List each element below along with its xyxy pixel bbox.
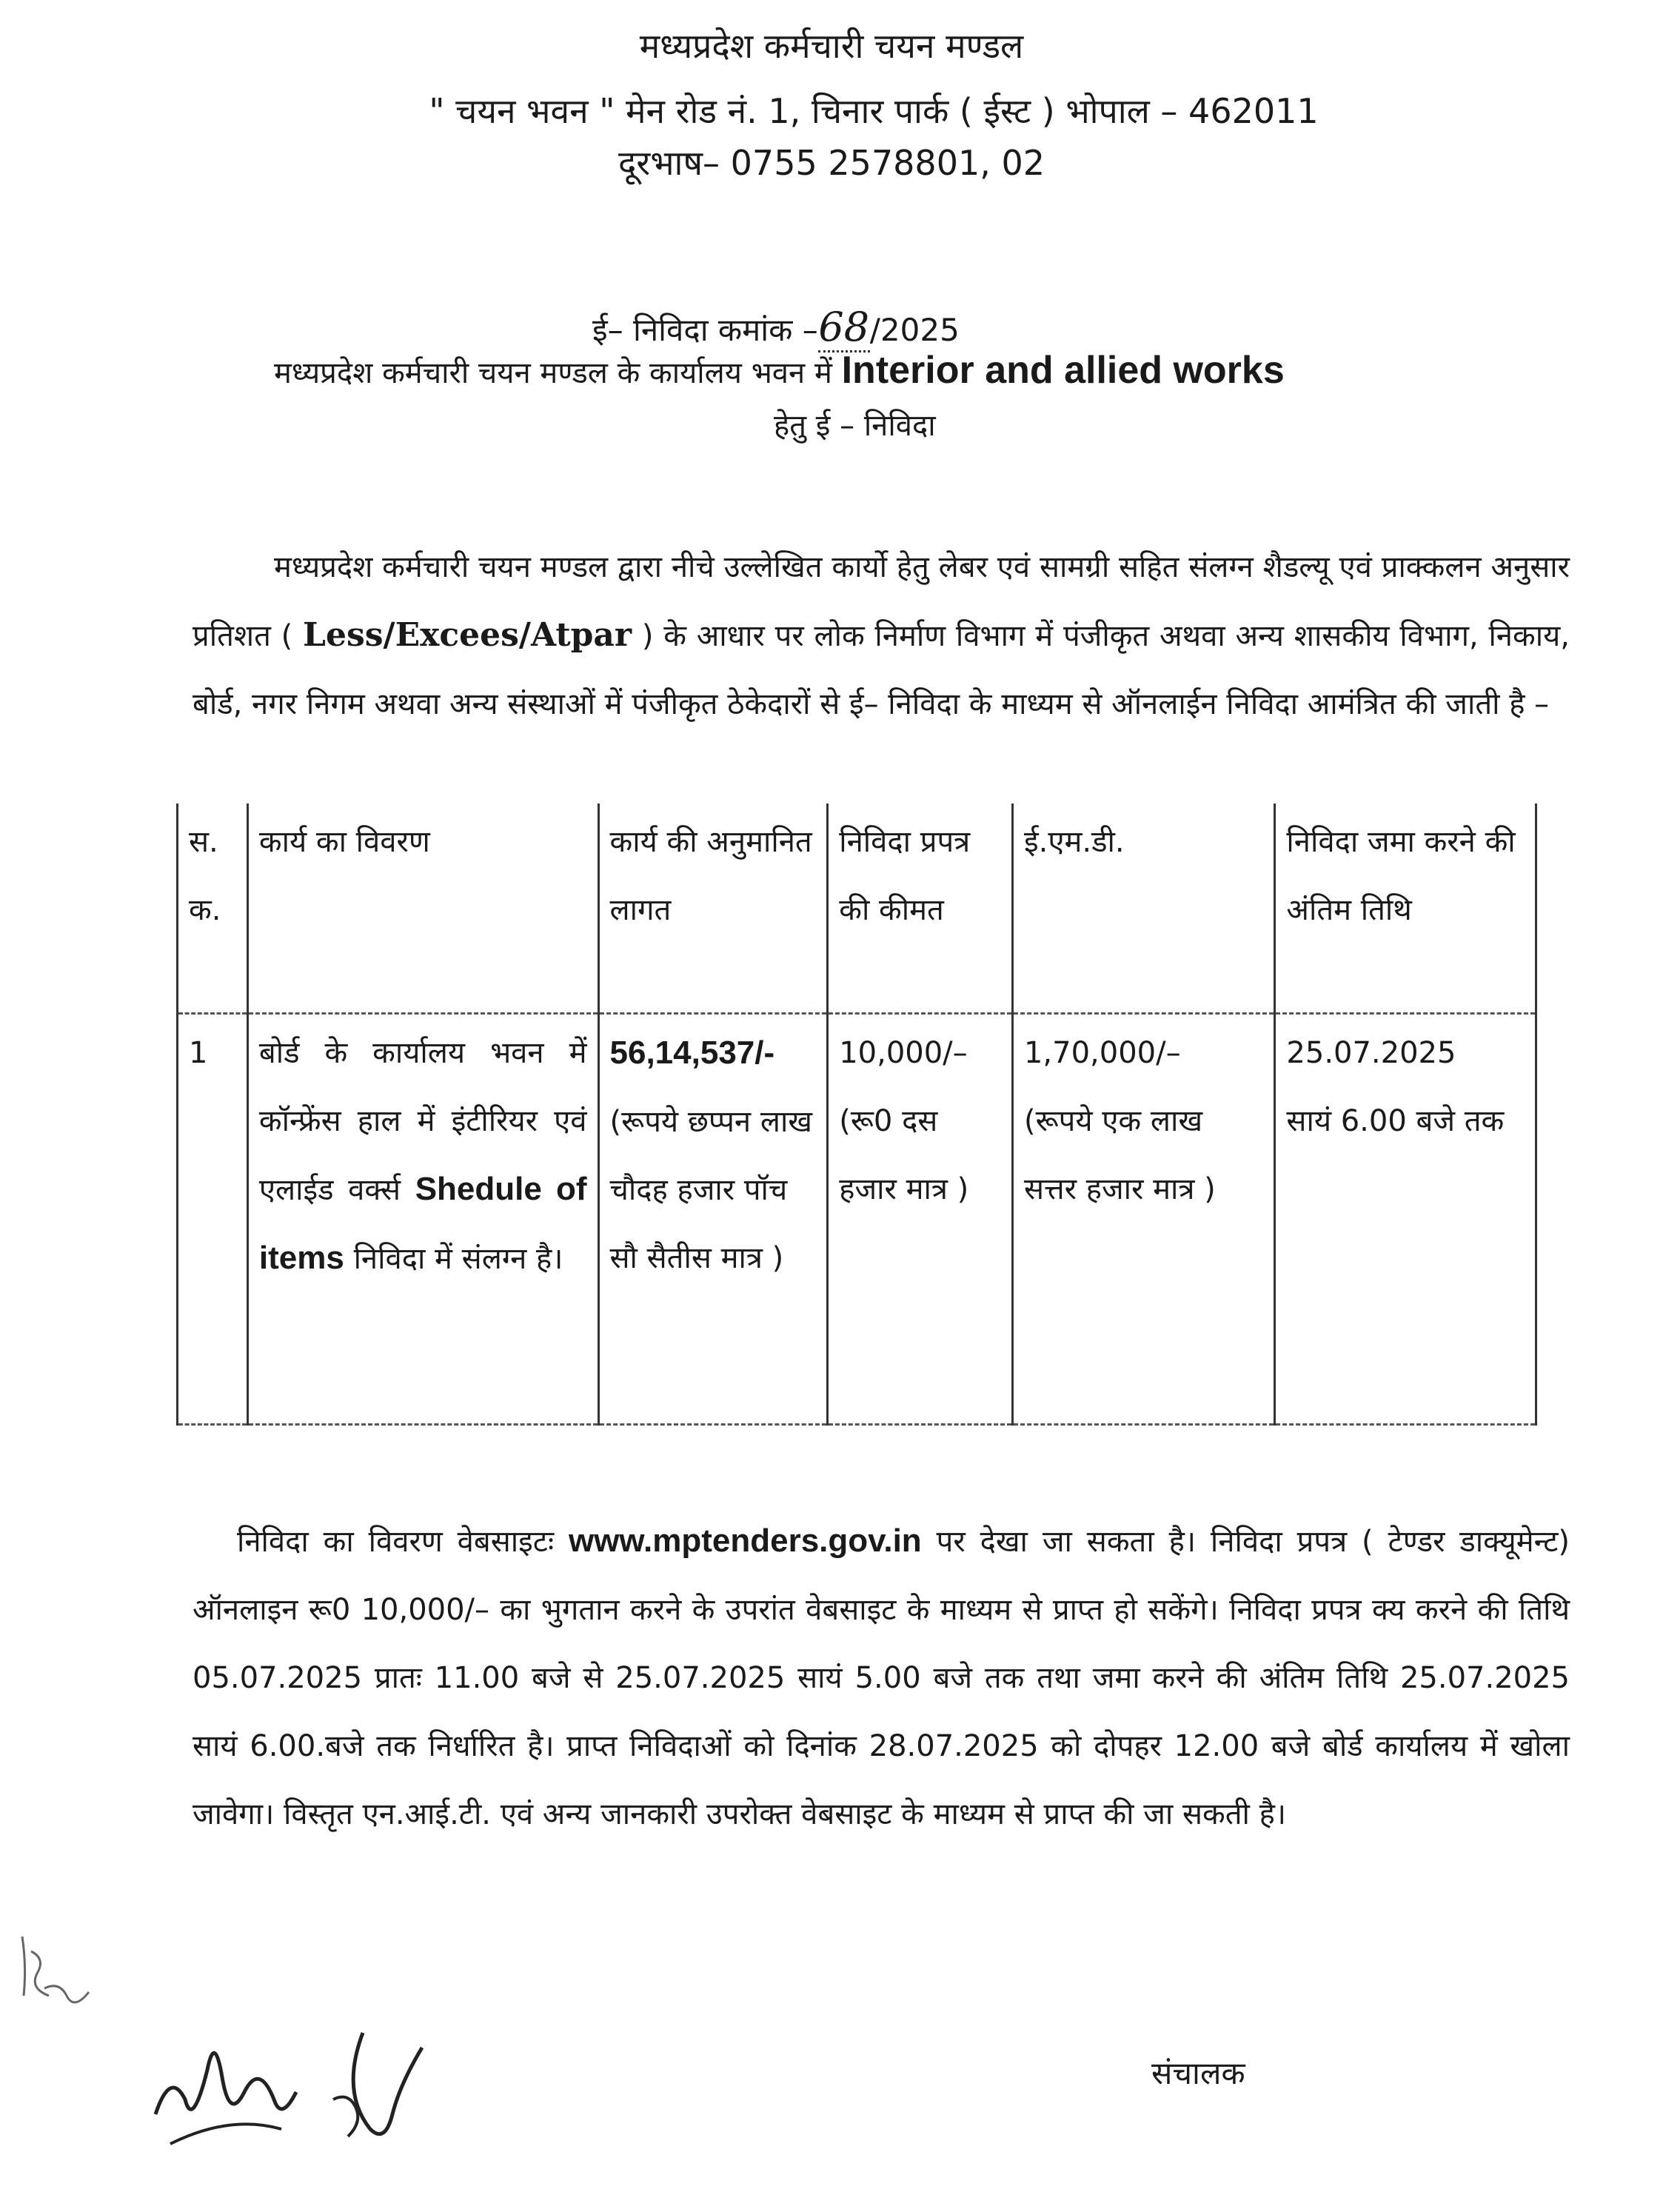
last-time: सायं 6.00 बजे तक	[1286, 1104, 1505, 1138]
details-part1: निविदा का विवरण वेबसाइटः	[237, 1525, 555, 1559]
header-description: कार्य का विवरण	[247, 803, 598, 1014]
signature-mark	[141, 1974, 474, 2181]
header-last-date: निविदा जमा करने की अंतिम तिथि	[1275, 803, 1536, 1014]
cell-serial: 1	[178, 1014, 248, 1425]
subject-hindi: मध्यप्रदेश कर्मचारी चयन मण्डल के कार्यालय भवन में	[274, 356, 832, 390]
emd-in-words: (रूपये एक लाख सत्तर हजार मात्र )	[1023, 1104, 1216, 1206]
header-estimated-cost: कार्य की अनुमानित लागत	[598, 803, 828, 1014]
ref-suffix: /2025	[869, 312, 960, 348]
cell-description	[247, 1014, 598, 1425]
cell-emd	[1012, 1014, 1274, 1425]
header-emd: ई.एम.डी.	[1012, 803, 1274, 1014]
org-address: " चयन भवन " मेन रोड नं. 1, चिनार पार्क ( ईस्ट ) भोपाल – 462011	[429, 91, 1319, 131]
org-phone: दूरभाष– 0755 2578801, 02	[618, 143, 1045, 183]
form-fee-in-words: (रू0 दस हजार मात्र )	[839, 1104, 969, 1206]
desc-schedule: Shedule of items	[258, 1171, 587, 1276]
signatory-designation: संचालक	[1151, 2055, 1245, 2091]
last-date: 25.07.2025	[1286, 1036, 1456, 1070]
cell-form-fee	[828, 1014, 1013, 1425]
intro-part2: ) के आधार पर लोक निर्माण विभाग में पंजीकृत अथवा अन्य शासकीय विभाग, निकाय, बोर्ड, नगर निगम अथवा अन्य संस्थाओं में पंजीकृत ठेकेदारों से ई– निविदा के माध्यम से ऑनलाईन निविदा आमंत्रित की जाती है –	[193, 619, 1570, 721]
margin-initials-mark	[15, 1922, 104, 2048]
form-fee-amount: 10,000/–	[839, 1036, 968, 1070]
subject-english: Interior and allied works	[841, 349, 1285, 392]
table-header-row	[178, 803, 1536, 1014]
cell-estimated-cost	[598, 1014, 828, 1425]
desc-text-end: निविदा में संलग्न है।	[353, 1242, 563, 1276]
header-form-fee: निविदा प्रपत्र की कीमत	[828, 803, 1013, 1014]
cell-last-date	[1275, 1014, 1536, 1425]
subject-line2: हेतु ई – निविदा	[774, 409, 936, 443]
ref-prefix: ई– निविदा कमांक –	[592, 312, 818, 348]
notice-subject	[274, 348, 1547, 392]
details-paragraph	[193, 1507, 1570, 1848]
tender-table	[176, 803, 1537, 1426]
rate-terms: Less/Excees/Atpar	[303, 616, 632, 654]
header-serial: स. क.	[178, 803, 248, 1014]
cost-amount: 56,14,537/-	[609, 1035, 775, 1071]
website-link[interactable]: www.mptenders.gov.in	[568, 1523, 922, 1559]
table-row	[178, 1014, 1536, 1425]
intro-part1: मध्यप्रदेश कर्मचारी चयन मण्डल द्वारा नीचे उल्लेखित कार्यो हेतु लेबर एवं सामग्री सहित संलग्न शैडल्यू एवं प्राक्कलन अनुसार प्रतिशत (	[193, 550, 1570, 653]
emd-amount: 1,70,000/–	[1023, 1036, 1181, 1070]
cost-in-words: (रूपये छप्पन लाख चौदह हजार पॉच सौ सैतीस मात्र )	[609, 1105, 813, 1275]
ref-number: 68	[818, 304, 870, 352]
intro-paragraph	[193, 533, 1570, 738]
org-name: मध्यप्रदेश कर्मचारी चयन मण्डल	[639, 26, 1024, 66]
desc-text: बोर्ड के कार्यालय भवन में कॉन्फ्रेंस हाल में इंटीरियर एवं एलाईड वर्क्स	[258, 1036, 587, 1207]
tender-reference	[592, 304, 960, 352]
details-part2: पर देखा जा सकता है। निविदा प्रपत्र ( टेण्डर डाक्यूमेन्ट) ऑनलाइन रू0 10,000/– का भुगतान करने के उपरांत वेबसाइट के माध्यम से प्राप्त हो सकेंगे। निविदा प्रपत्र क्य करने की तिथि 05.07.2025 प्रातः 11.00 बजे से 25.07.2025 सायं 5.00 बजे तक तथा जमा करने की अंतिम तिथि 25.07.2025 सायं 6.00.बजे तक निर्धारित है। प्राप्त निविदाओं को दिनांक 28.07.2025 को दोपहर 12.00 बजे बोर्ड कार्यालय में खोला जावेगा। विस्तृत एन.आई.टी. एवं अन्य जानकारी उपरोक्त वेबसाइट के माध्यम से प्राप्त की जा सकती है।	[193, 1525, 1570, 1831]
